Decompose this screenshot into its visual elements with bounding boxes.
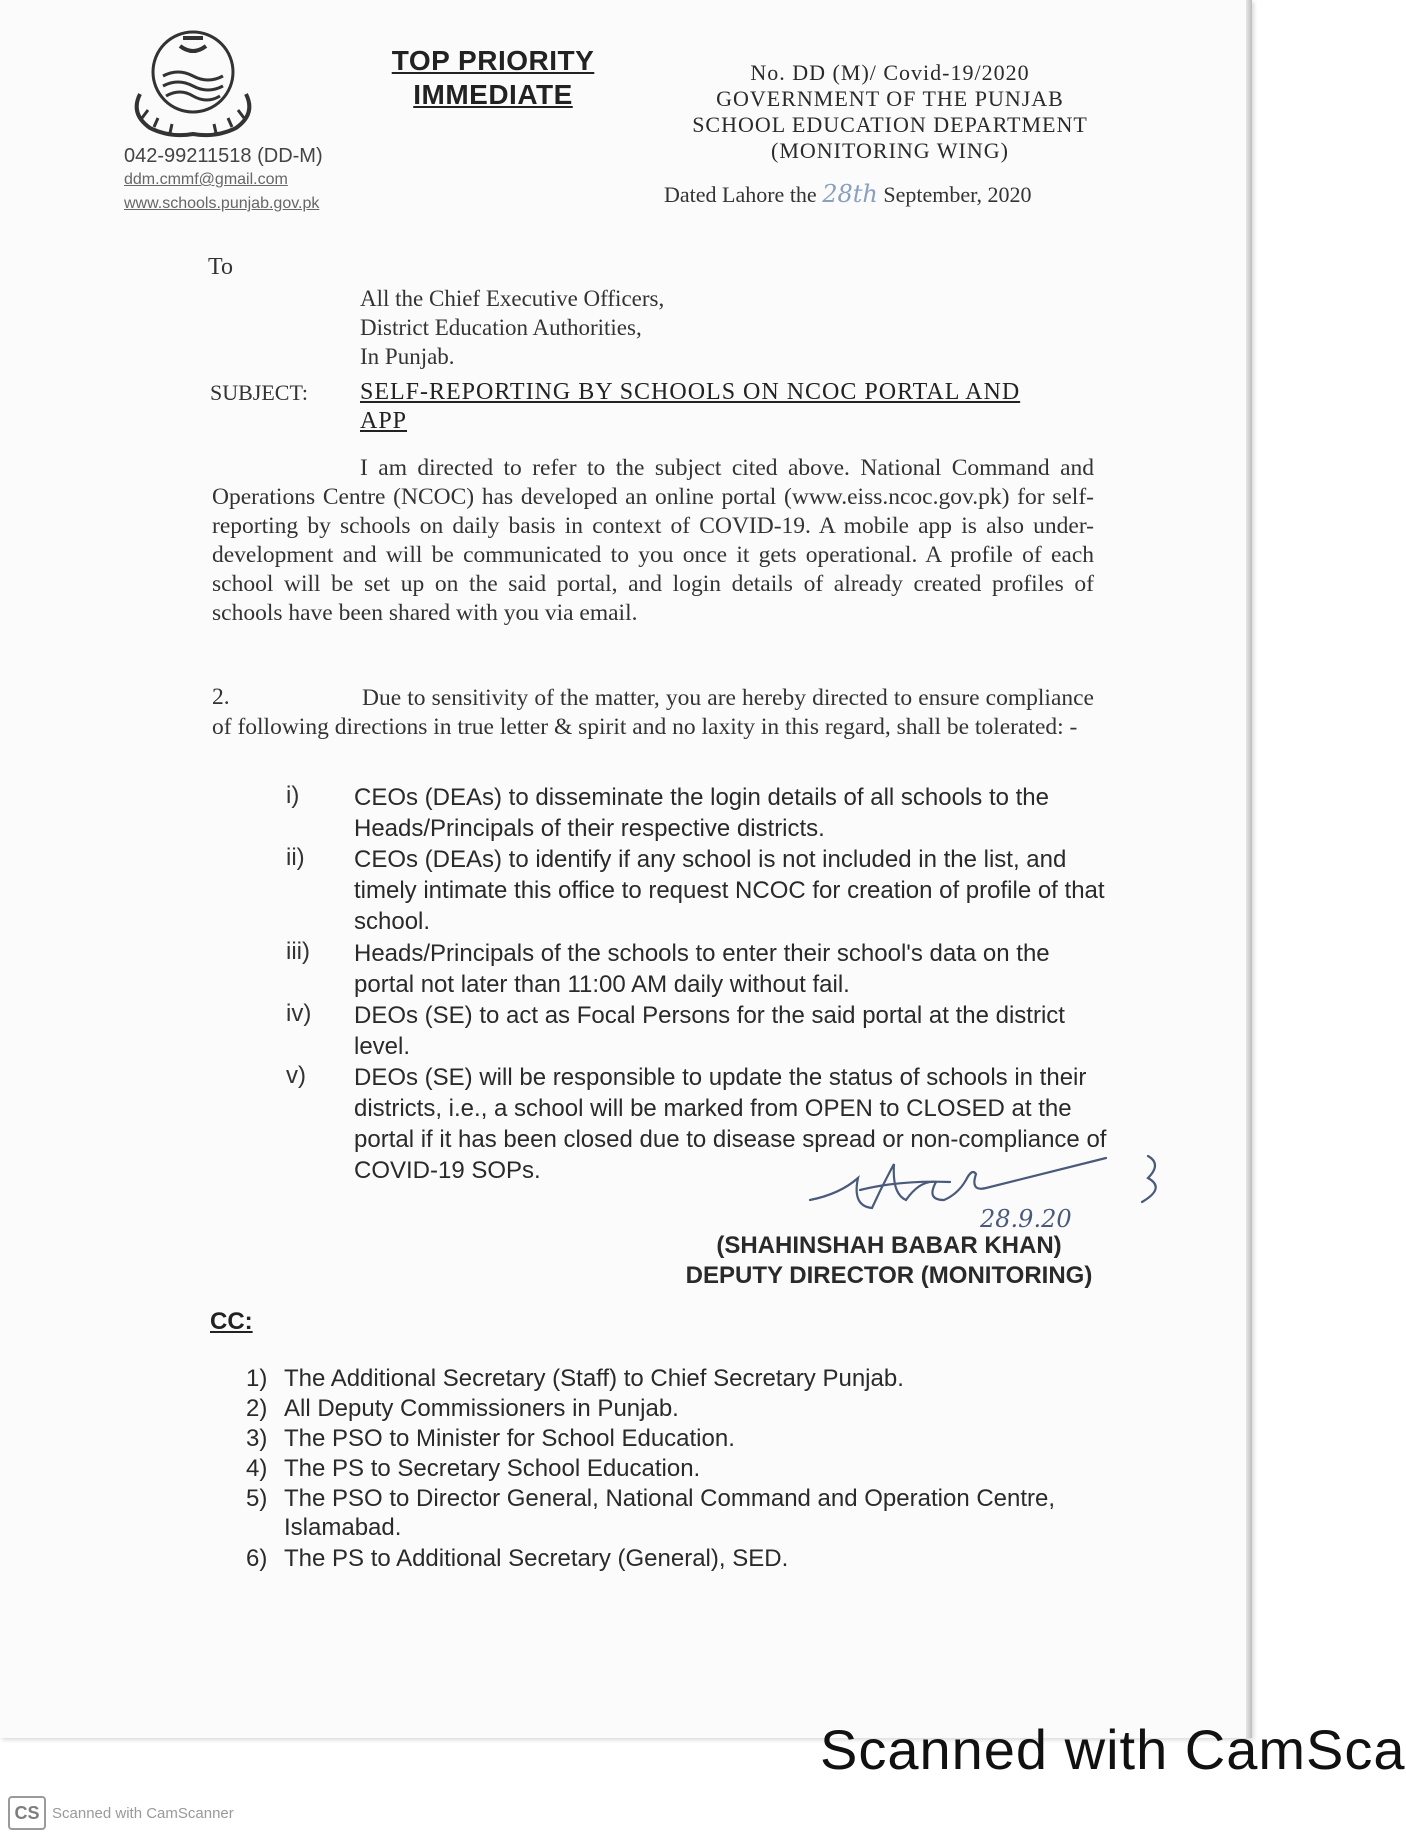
direction-number: iii): [286, 938, 310, 965]
addressee-line: District Education Authorities,: [360, 315, 642, 340]
camscanner-watermark-large: Scanned with CamSca: [820, 1718, 1406, 1781]
cc-text: The PS to Additional Secretary (General), SED.: [284, 1545, 789, 1572]
direction-text: DEOs (SE) will be responsible to update the status of schools in their districts, i.e., a school will be marked from OPEN to CLOSED at the portal if it has been closed due to disease spread or non-compliance of COVID-19 SOPs.: [354, 1064, 1107, 1184]
cc-text: The PSO to Director General, National Command and Operation Centre, Islamabad.: [284, 1485, 1056, 1541]
camscanner-logo-icon: CS: [8, 1796, 46, 1830]
addressee-line: All the Chief Executive Officers,: [360, 286, 665, 311]
direction-number: v): [286, 1062, 306, 1089]
priority-stamp: [382, 44, 604, 112]
cc-text: The PSO to Minister for School Education.: [284, 1425, 735, 1452]
cc-label: CC:: [210, 1308, 253, 1335]
to-label: To: [208, 254, 233, 280]
paragraph-2: Due to sensitivity of the matter, you are hereby directed to ensure compliance of following directions in true letter & spirit and no laxity in this regard, shall be tolerated: -: [212, 685, 1094, 740]
cc-text: The Additional Secretary (Staff) to Chief Secretary Punjab.: [284, 1365, 904, 1392]
direction-text: CEOs (DEAs) to disseminate the login details of all schools to the Heads/Principals of their respective districts.: [354, 784, 1049, 842]
website-address: www.schools.punjab.gov.pk: [124, 195, 320, 212]
direction-number: i): [286, 782, 300, 809]
direction-number: ii): [286, 844, 305, 871]
signatory-designation: DEPUTY DIRECTOR (MONITORING): [685, 1262, 1093, 1289]
org-line: SCHOOL EDUCATION DEPARTMENT: [692, 112, 1088, 137]
cc-text: The PS to Secretary School Education.: [284, 1455, 701, 1482]
cc-number: 4): [246, 1455, 268, 1482]
direction-text: DEOs (SE) to act as Focal Persons for the said portal at the district level.: [354, 1002, 1065, 1060]
addressee-line: In Punjab.: [360, 344, 455, 369]
paragraph-2-number: 2.: [212, 684, 230, 710]
contact-info: [124, 144, 323, 216]
cc-number: 3): [246, 1425, 268, 1452]
signature-date: 28.9.20: [980, 1205, 1072, 1233]
department-header: [660, 60, 1120, 164]
cc-text: All Deputy Commissioners in Punjab.: [284, 1395, 679, 1422]
subject-line: APP: [360, 408, 408, 434]
subject-text: [360, 378, 1020, 436]
cc-number: 1): [246, 1365, 268, 1392]
org-line: GOVERNMENT OF THE PUNJAB: [716, 86, 1064, 111]
dated-suffix: September, 2020: [883, 182, 1032, 207]
email-address: ddm.cmmf@gmail.com: [124, 171, 288, 188]
direction-text: CEOs (DEAs) to identify if any school is not included in the list, and timely intimate this office to request NCOC for creation of profile of that school.: [354, 846, 1105, 935]
paragraph-1: I am directed to refer to the subject cited above. National Command and Operations Centre (NCOC) has developed an online portal (www.eiss.ncoc.gov.pk) for self-reporting by schools on daily basis in context of COVID-19. A mobile app is also under-development and will be communicated to you once it gets operational. A profile of each school will be set up on the said portal, and login details of already created profiles of schools have been shared with you via email.: [212, 455, 1094, 626]
direction-text: Heads/Principals of the schools to enter their school's data on the portal not later than 11:00 AM daily without fail.: [354, 940, 1050, 998]
org-line: (MONITORING WING): [771, 138, 1009, 163]
cc-number: 5): [246, 1485, 268, 1512]
subject-label: SUBJECT:: [210, 380, 308, 405]
punjab-government-emblem-icon: [128, 24, 258, 139]
dated-prefix: Dated Lahore the: [664, 182, 817, 207]
page-edge: [1246, 0, 1252, 1738]
reference-number: No. DD (M)/ Covid-19/2020: [750, 60, 1030, 85]
subject-line: SELF-REPORTING BY SCHOOLS ON NCOC PORTAL AND: [360, 379, 1021, 405]
cc-number: 2): [246, 1395, 268, 1422]
priority-line: IMMEDIATE: [413, 79, 573, 110]
priority-line: TOP PRIORITY: [391, 45, 595, 76]
dated-day: 28th: [822, 180, 878, 208]
camscanner-footer-text: Scanned with CamScanner: [52, 1805, 234, 1822]
date-line: [664, 180, 1032, 208]
addressee-block: [360, 284, 664, 371]
phone-number: 042-99211518 (DD-M): [124, 145, 323, 167]
cc-number: 6): [246, 1545, 268, 1572]
signatory-name: (SHAHINSHAH BABAR KHAN): [716, 1232, 1062, 1259]
direction-number: iv): [286, 1000, 312, 1027]
